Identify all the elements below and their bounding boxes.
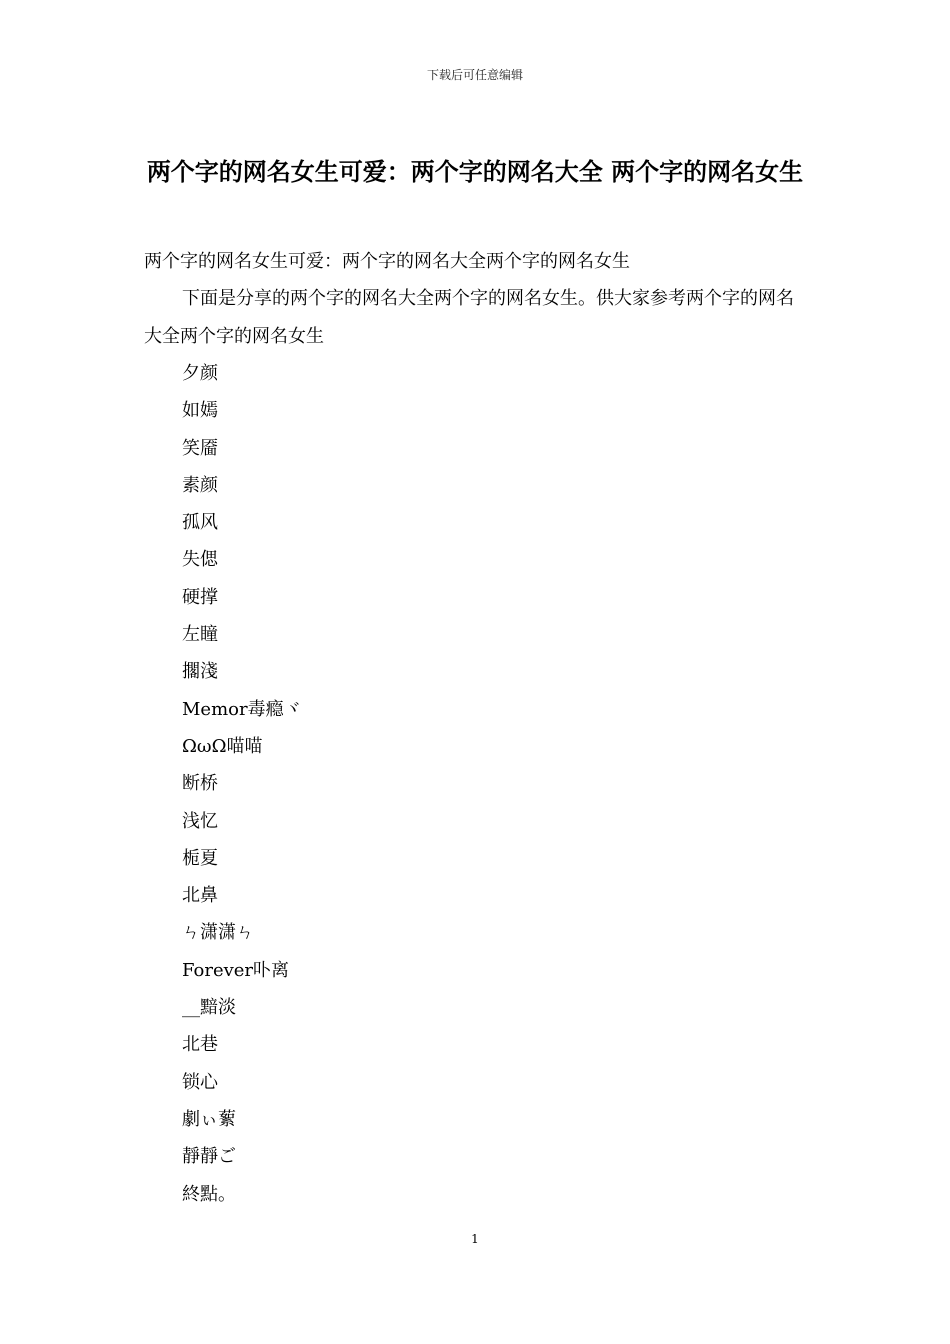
list-item: 左瞳 — [182, 624, 218, 646]
nickname-list — [182, 355, 302, 1213]
list-item: 素颜 — [182, 474, 218, 496]
list-item: 北巷 — [182, 1034, 218, 1056]
list-item: 失偲 — [182, 549, 218, 571]
document-title: 两个字的网名女生可爱：两个字的网名大全 两个字的网名女生 — [146, 157, 804, 186]
list-item: 靜靜ご — [182, 1146, 236, 1168]
list-item: 硬撑 — [182, 586, 218, 608]
list-item: 擱淺 — [182, 661, 218, 683]
list-item: 笑靥 — [182, 437, 218, 459]
list-item: ㄣ潇潇ㄣ — [182, 922, 254, 944]
list-item: __黯淡 — [182, 997, 236, 1019]
list-item: 北鼻 — [182, 885, 218, 907]
list-item: ΩωΩ喵喵 — [182, 735, 263, 757]
list-item: 如嫣 — [182, 400, 218, 422]
list-item: 栀夏 — [182, 847, 218, 869]
list-item: 劇ぃ蕠 — [182, 1108, 236, 1130]
list-item: 孤风 — [182, 512, 218, 534]
list-item: Forever卟离 — [182, 959, 290, 981]
list-item: 夕颜 — [182, 363, 218, 384]
list-item: 終點。 — [182, 1183, 236, 1205]
document-subtitle: 两个字的网名女生可爱：两个字的网名大全两个字的网名女生 — [144, 251, 630, 272]
list-item: Memor毒瘾ヾ — [182, 698, 302, 720]
page-header: 下载后可任意编辑 — [426, 68, 523, 82]
list-item: 断桥 — [182, 773, 218, 795]
list-item: 浅忆 — [182, 810, 218, 832]
list-item: 锁心 — [182, 1071, 218, 1093]
intro-paragraph: 下面是分享的两个字的网名大全两个字的网名女生。供大家参考两个字的网名大全两个字的网名女生 — [144, 288, 794, 347]
page-number: 1 — [471, 1232, 479, 1246]
